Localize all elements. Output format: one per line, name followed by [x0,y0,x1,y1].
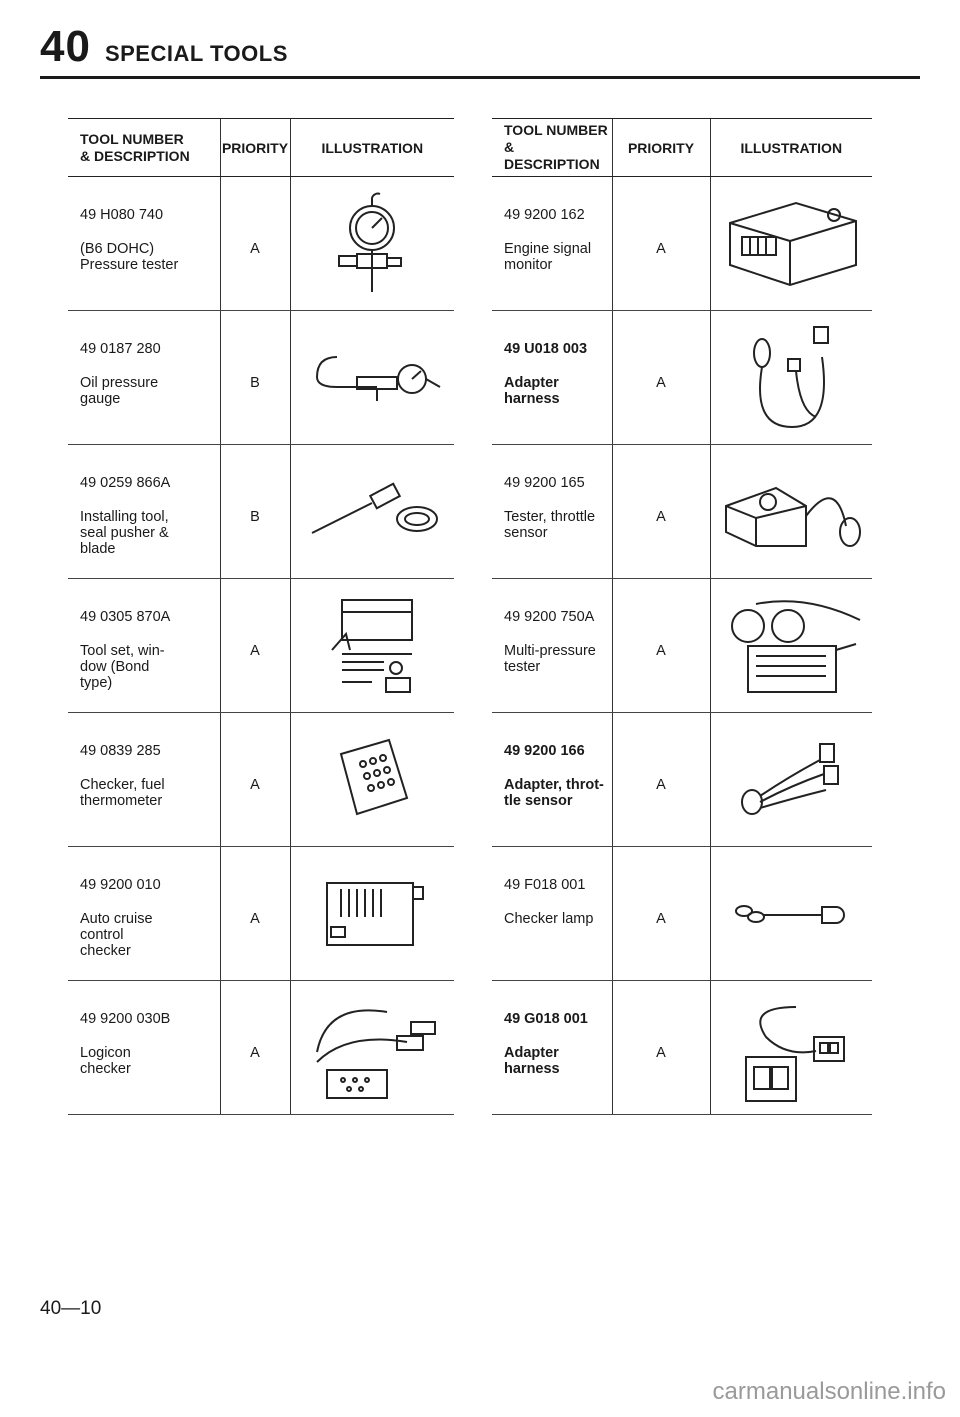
tool-priority: A [250,1045,260,1061]
column-header-tool-line2: & DESCRIPTION [504,139,600,172]
illustration-cell [710,847,872,981]
table-header-row [68,119,454,177]
tool-number: 49 0305 870A [80,609,171,625]
tools-table-left [68,118,454,1115]
tool-cell [68,311,220,445]
tool-priority: A [656,911,666,927]
tool-description: Auto cruise control checker [80,911,153,959]
priority-cell [220,713,290,847]
tool-number: 49 U018 003 [504,341,588,357]
tool-priority: B [250,509,260,525]
illustration-cell [290,981,454,1115]
column-header-tool-line1: TOOL NUMBER [504,122,608,138]
priority-cell [220,579,290,713]
table-row [68,579,454,713]
priority-cell [220,177,290,311]
page-header [40,22,288,72]
auto-cruise-checker-icon [291,847,455,979]
table-row [68,445,454,579]
section-title: SPECIAL TOOLS [104,41,288,66]
tool-number: 49 H080 740 [80,207,164,223]
tool-cell [492,311,612,445]
tool-priority: A [656,509,666,525]
priority-cell [612,445,710,579]
throttle-sensor-tester-icon [711,445,873,577]
priority-cell [612,579,710,713]
multi-pressure-tester-icon [711,579,873,711]
column-header-illustration: ILLUSTRATION [290,119,454,177]
tool-number: 49 0259 866A [80,475,171,491]
illustration-cell [290,579,454,713]
illustration-cell [710,579,872,713]
column-header-tool [68,119,220,177]
illustration-cell [290,311,454,445]
tool-description: Engine signal monitor [504,241,592,273]
illustration-cell [290,713,454,847]
checker-lamp-icon [711,847,873,979]
watermark: carmanualsonline.info [712,1378,946,1405]
tool-number: 49 9200 166 [504,743,585,759]
tool-cell [492,445,612,579]
fuel-thermometer-checker-icon [291,713,455,845]
header-rule [40,76,920,79]
tool-cell [492,713,612,847]
tool-description: Adapter, throt- tle sensor [504,777,604,809]
table-row [492,445,872,579]
tool-description: Tester, throttle sensor [504,509,596,541]
tool-cell [68,445,220,579]
priority-cell [612,981,710,1115]
table-row [492,311,872,445]
tool-priority: B [250,375,260,391]
table-row [68,713,454,847]
illustration-cell [290,847,454,981]
tool-number: 49 9200 010 [80,877,161,893]
tool-description: Tool set, win- dow (Bond type) [80,643,165,691]
tools-table-right [492,118,872,1115]
tool-number: 49 9200 750A [504,609,595,625]
illustration-cell [290,445,454,579]
tool-number: 49 9200 162 [504,207,585,223]
tool-priority: A [250,643,260,659]
priority-cell [612,177,710,311]
tool-priority: A [656,1045,666,1061]
section-number: 40 [40,22,91,71]
tool-cell [492,847,612,981]
priority-cell [220,445,290,579]
page-number: 40—10 [40,1298,102,1319]
tool-description: (B6 DOHC) Pressure tester [80,241,179,273]
tool-cell [68,579,220,713]
tool-priority: A [656,777,666,793]
tool-priority: A [250,241,260,257]
table-row [68,311,454,445]
table-row [68,981,454,1115]
column-header-tool [492,119,612,177]
priority-cell [612,311,710,445]
priority-cell [220,847,290,981]
column-header-illustration: ILLUSTRATION [710,119,872,177]
tool-priority: A [656,241,666,257]
table-row [492,579,872,713]
tool-cell [492,177,612,311]
tool-description: Adapter harness [504,1045,560,1077]
tool-priority: A [656,375,666,391]
installing-tool-icon [291,445,455,577]
table-row [492,847,872,981]
illustration-cell [710,981,872,1115]
table-row [492,177,872,311]
throttle-sensor-adapter-icon [711,713,873,845]
tool-number: 49 G018 001 [504,1011,588,1027]
tool-priority: A [250,911,260,927]
tool-description: Checker lamp [504,911,594,927]
tool-priority: A [656,643,666,659]
priority-cell [220,981,290,1115]
pressure-tester-icon [291,177,455,309]
illustration-cell [290,177,454,311]
priority-cell [220,311,290,445]
tool-description: Checker, fuel thermometer [80,777,165,809]
tool-number: 49 0187 280 [80,341,161,357]
engine-signal-monitor-icon [711,177,873,309]
column-header-priority: PRIORITY [612,119,710,177]
tool-cell [68,981,220,1115]
table-row [68,847,454,981]
tool-number: 49 F018 001 [504,877,586,893]
illustration-cell [710,177,872,311]
column-header-tool-line2: & DESCRIPTION [80,147,190,164]
table-row [492,981,872,1115]
tool-description: Adapter harness [504,375,560,407]
tool-description: Logicon checker [80,1045,131,1077]
tool-cell [492,981,612,1115]
illustration-cell [710,311,872,445]
table-header-row [492,119,872,177]
illustration-cell [710,445,872,579]
oil-pressure-gauge-icon [291,311,455,443]
tool-number: 49 9200 165 [504,475,585,491]
tool-priority: A [250,777,260,793]
tool-cell [68,177,220,311]
priority-cell [612,847,710,981]
priority-cell [612,713,710,847]
tool-number: 49 9200 030B [80,1011,171,1027]
column-header-priority: PRIORITY [220,119,290,177]
adapter-harness-connector-icon [711,981,873,1113]
illustration-cell [710,713,872,847]
tool-cell [68,713,220,847]
tool-cell [492,579,612,713]
tool-description: Installing tool, seal pusher & blade [80,509,169,557]
tool-cell [68,847,220,981]
logicon-checker-icon [291,981,455,1113]
column-header-tool-line1: TOOL NUMBER [80,130,184,147]
tool-description: Oil pressure gauge [80,375,159,407]
tool-description: Multi-pressure tester [504,643,596,675]
window-tool-set-icon [291,579,455,711]
table-row [68,177,454,311]
adapter-harness-icon [711,311,873,443]
tool-number: 49 0839 285 [80,743,161,759]
table-row [492,713,872,847]
